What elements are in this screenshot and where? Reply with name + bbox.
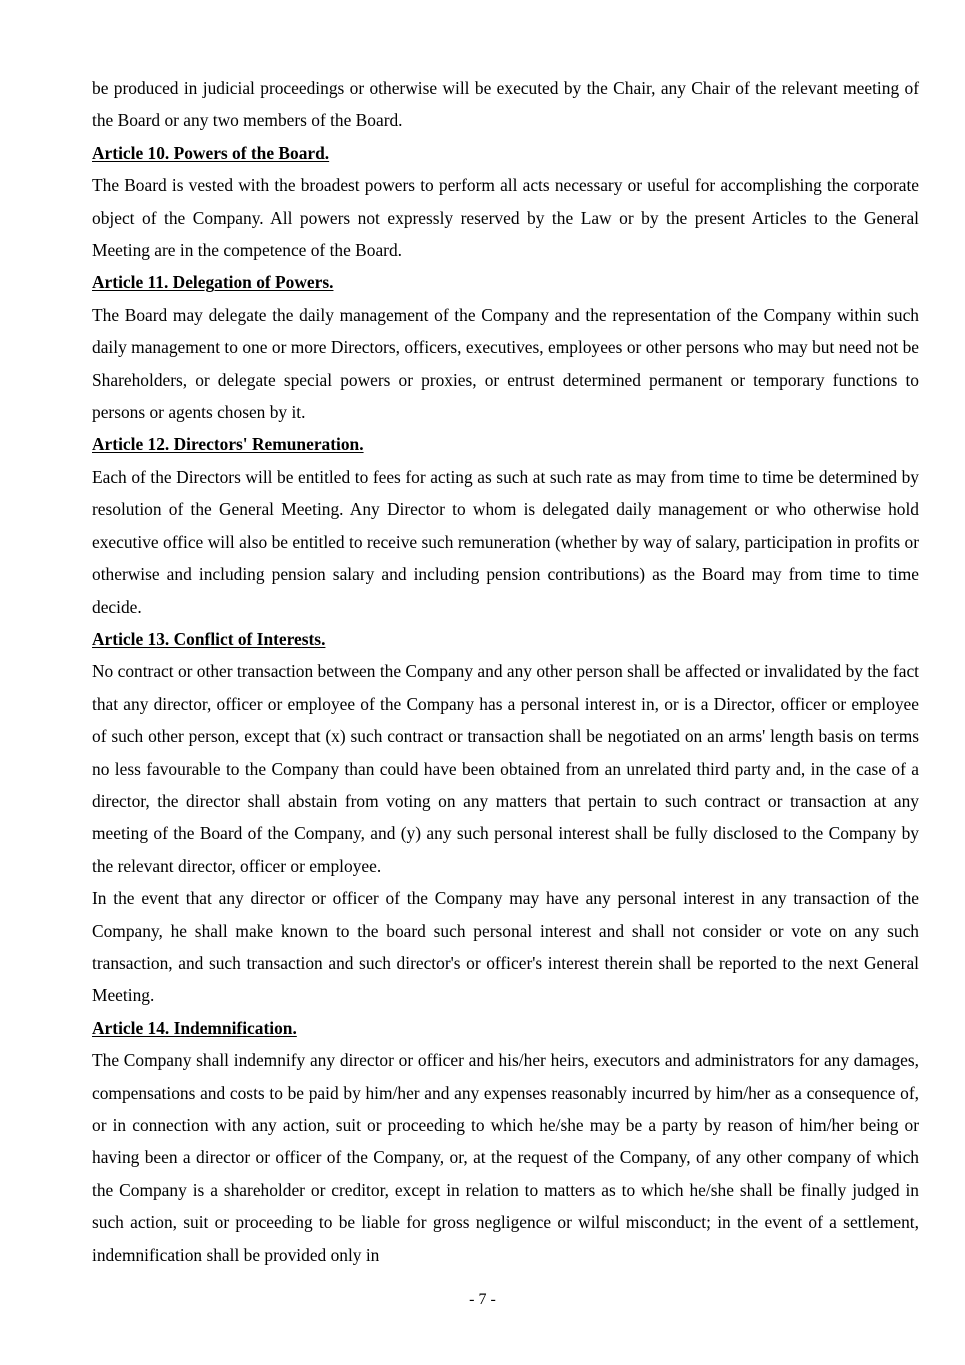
paragraph-delegation-of-powers: The Board may delegate the daily management of the Company and the representation of the Company within such daily management to one or more Directors, officers, executives, employees or other persons who may but need not be Shareholders, or delegate special powers or proxies, or entrust determined permanent or temporary functions to persons or agents chosen by it. — [92, 304, 919, 423]
paragraph-directors-remuneration: Each of the Directors will be entitled to fees for acting as such at such rate as may from time to time be determined by resolution of the General Meeting. Any Director to whom is delegated daily management or who otherwise hold executive office will also be entitled to receive such remuneration (whether by way of salary, participation in profits or otherwise and including pension salary and including pension contributions) as the Board may from time to time decide. — [92, 466, 919, 617]
heading-article-10: Article 10. Powers of the Board. — [92, 142, 330, 163]
heading-article-12: Article 12. Directors' Remuneration. — [92, 434, 364, 455]
paragraph-continuation: be produced in judicial proceedings or otherwise will be executed by the Chair, any Chair of the relevant meeting of the Board or any two members of the Board. — [92, 78, 919, 131]
paragraph-powers-of-board: The Board is vested with the broadest powers to perform all acts necessary or useful for accomplishing the corporate object of the Company. All powers not expressly reserved by the Law or by the present Articles to the General Meeting are in the competence of the Board. — [92, 175, 919, 261]
heading-article-11: Article 11. Delegation of Powers. — [92, 272, 334, 293]
document-body — [92, 72, 919, 1271]
heading-article-13: Article 13. Conflict of Interests. — [92, 628, 326, 649]
page-number: - 7 - — [469, 1291, 496, 1308]
paragraph-conflict-of-interests-2: In the event that any director or officer of the Company may have any personal interest in any transaction of the Company, he shall make known to the board such personal interest and shall not consider or vote on any such transaction, and such transaction and such director's or officer's interest therein shall be reported to the next General Meeting. — [92, 888, 919, 1006]
paragraph-indemnification: The Company shall indemnify any director or officer and his/her heirs, executors and administrators for any damages, compensations and costs to be paid by him/her and any expenses reasonably incurred by him/her as a consequence of, or in connection with any action, suit or proceeding to which he/she may be a party by reason of him/her being or having been a director or officer of the Company, or, at the request of the Company, of any other company of which the Company is a shareholder or creditor, except in relation to matters as to which he/she shall be finally judged in such action, suit or proceeding to be liable for gross negligence or wilful misconduct; in the event of a settlement, indemnification shall be provided only in — [92, 1050, 919, 1265]
heading-article-14: Article 14. Indemnification. — [92, 1017, 297, 1038]
paragraph-conflict-of-interests-1: No contract or other transaction between the Company and any other person shall be affected or invalidated by the fact that any director, officer or employee of the Company has a personal interest in, or is a Director, officer or employee of such other person, except that (x) such contract or transaction shall be negotiated on an arms' length basis on terms no less favourable to the Company than could have been obtained from an unrelated third party and, in the case of a director, the director shall abstain from voting on any matters that pertain to such contract or transaction at any meeting of the Board of the Company, and (y) any such personal interest shall be fully disclosed to the Company by the relevant director, officer or employee. — [92, 661, 919, 876]
